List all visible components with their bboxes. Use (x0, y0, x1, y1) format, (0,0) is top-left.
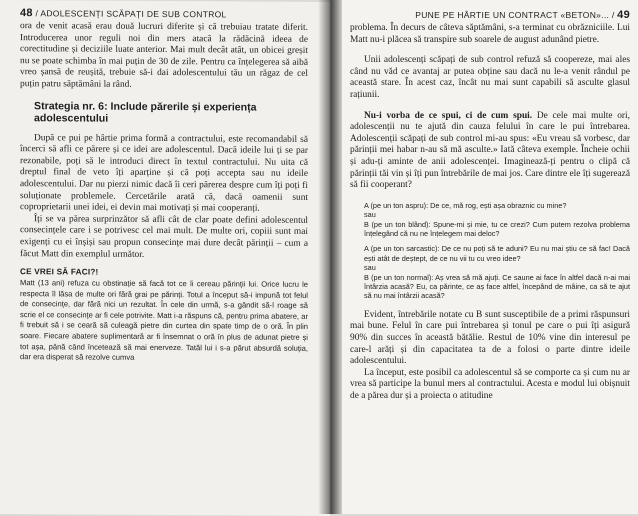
dialogue-b2: B (pe un ton normal): Aș vrea să mă ajuți. Ce saune ai face în altfel dacă n-ai mai întârzia acasă? Eu, ca părinte, ce aș face altfel, începând de mâine, ca să te ajut să nu mai întârzii acasă? (364, 272, 630, 301)
left-paragraph-1: ora de venit acasă erau două lucruri diferite și că trebuiau tratate diferit. Introducerea unor reguli noi din mers atacă la rădăcină ideea de corectitudine și deciziile luate anterior. Mai mult decât atât, un obicei greșit nu se poate schimba în mai puțin de 30 de zile. Pentru ca înțelegerea să aibă vreo șansă de reușită, trebuie să-i dai adolescentului tău un răgaz de cel puțin patru săptămâni la rând. (20, 21, 308, 90)
right-running-header: PUNE PE HÂRTIE UN CONTRACT «BETON»... / 49 (415, 9, 630, 21)
box-text: Matt (13 ani) refuza cu obstinație să facă tot ce îi cereau părinții lui. Orice lucru le respecta îl lăsa de multe ori fără grai pe părinți. Totul a început să-i impună tot felul de consecințe, dar fără nici un rezultat. În cele din urmă, s-a gândit să-l roage să scrie el ce consecințe ar fi cele potrivite. Matt i-a răspuns că, pentru prima abatere, ar fi trebuit să i se ceară să culeagă pietre din curtea din spate timp de o oră. În plin soare. Fiecare abatere suplimentară ar fi însemnat o oră în plus de adunat pietre și tot așa, până când încetează să mai enerveze. Tatăl lui i s-a părut absurdă soluția, dar era disperat să rezolve cumva (20, 278, 308, 363)
dialogue-a2: A (pe un ton sarcastic): De ce nu poți să te aduni? Eu nu mai știu ce să fac! Dacă ești atât de deștept, de ce nu vii tu cu vreo idee? (364, 244, 630, 263)
dialogue-a1: A (pe un ton aspru): De ce, mă rog, ești așa obraznic cu mine? (364, 200, 567, 210)
paragraph-3-body: De cele mai multe ori, adolescenții nu te ajută din cauza felului în care le pui întrebarea. Adolescenții scăpați de sub control mi-au spus: «Eu vreau să vorbesc, dar părinții mei habar n-au să mă asculte.» Iată câteva exemple. Încheie ochii și adu-ți aminte de anii adolescenței. Imaginează-ți pentru o clipă că părinții tăi vin și îți pun întrebările de mai jos. Care dintre ele îți sugerează să fii cooperant? (350, 110, 630, 191)
left-running-header: 48 / ADOLESCENȚI SCĂPAȚI DE SUB CONTROL (20, 7, 227, 20)
left-page-number: 48 (20, 7, 33, 20)
dialogue-or-1: sau (364, 210, 376, 220)
box-heading: CE VREI SĂ FACI?! (20, 267, 99, 277)
dialogue-b1: B (pe un ton blând): Spune-mi și mie, tu ce crezi? Cum putem rezolva problema înțelegând că nu ne înțelegem mai deloc? (364, 219, 630, 238)
strategy-heading: Strategia nr. 6: Include părerile și experiența adolescentului (34, 99, 257, 125)
right-header-title: PUNE PE HÂRTIE UN CONTRACT «BETON»... (415, 10, 610, 20)
right-paragraph-1: problema. În decurs de câteva săptămâni, s-a terminat cu obrăzniciile. Lui Matt nu-i plăcea să transpire sub soarele de august adunând pietre. (350, 23, 630, 45)
left-paragraph-3: Îți se va părea surprinzător să afli cât de clar poate defini adolescentul consecințele care i se potrivesc cel mai mult. De multe ori, copiii sunt mai exigenți cu ei înșiși sau propun consecințe mai dure decât părinții – cum a făcut Matt din exemplul următor. (20, 213, 308, 260)
right-page-number: 49 (617, 9, 630, 21)
left-paragraph-2: După ce pui pe hârtie prima formă a contractului, este recomandabil să încerci să afli ce părere și ce idei are adolescentul. Dacă ideile lui ți se par rezonabile, poți să le introduci direct în textul contractului. Nu uita că dreptul final de veto îți aparține și că poți accepta sau nu ideile adolescentului. Dar nu pierzi nimic dacă îi ceri părerea despre cum îți poți fi soluționate problemele. Cercetările arată că, dacă oamenii sunt coproprietarii unei idei, ei devin mai motivați și mai cooperanți. (20, 132, 308, 214)
right-paragraph-2: Unii adolescenți scăpați de sub control refuză să coopereze, mai ales când nu văd ce avantaj ar putea obține sau dacă nu le-a venit rândul pe această stare. În acest caz, încât nu mai sunt capabili să asculte glasul rațiunii. (350, 55, 630, 100)
right-paragraph-3 (350, 111, 630, 192)
right-paragraph-5: La început, este posibil ca adolescentul să se comporte ca și cum nu ar vrea să participe la bunul mers al contractului. Acesta e modul lui obișnuit de a părea dur și a proiecta o atitudine (350, 367, 630, 401)
dialogue-or-2: sau (364, 263, 376, 273)
right-paragraph-4: Evident, întrebările notate cu B sunt susceptibile de a primi răspunsuri mai bune. Felul în care pui întrebarea și tonul pe care o pui îți asigură 90% din succes în această bătălie. Restul de 10% vine din interesul pe care-l arăți și din capacitatea ta de a folosi o parte dintre ideile adolescentului. (350, 309, 630, 367)
left-header-title: ADOLESCENȚI SCĂPAȚI DE SUB CONTROL (40, 8, 227, 20)
right-page (330, 0, 638, 514)
emphasis-lead: Nu-i vorba de ce spui, ci de cum spui. (364, 110, 533, 121)
